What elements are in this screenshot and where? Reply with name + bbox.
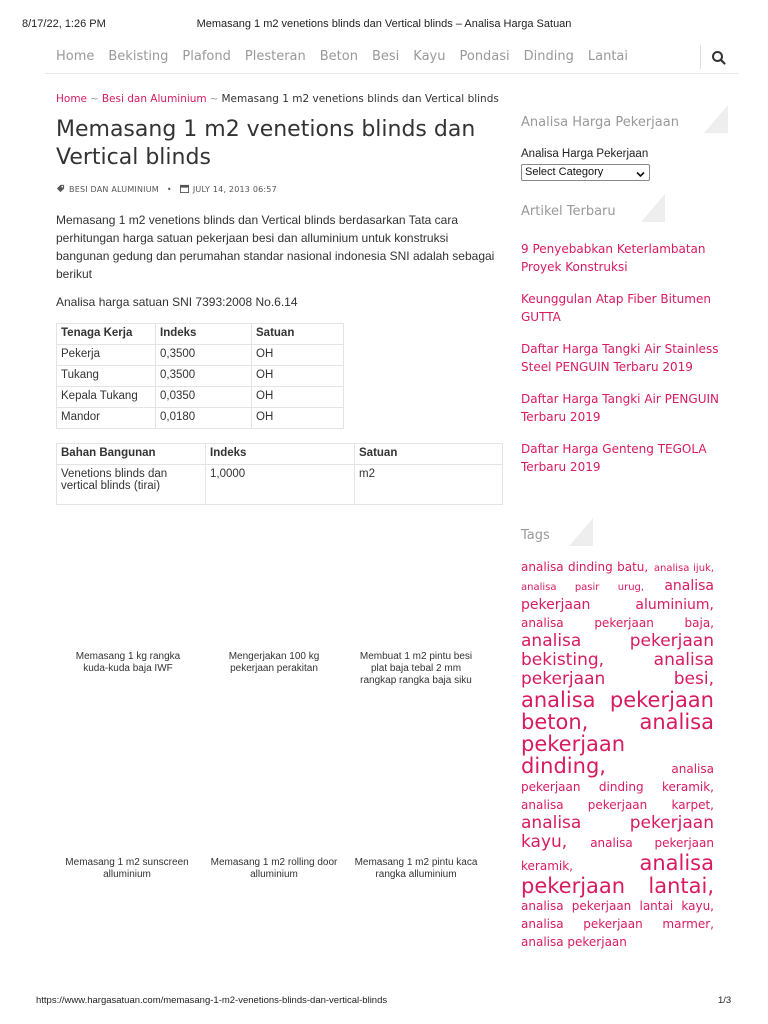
recent-articles-list: [521, 241, 721, 491]
nav-item-lantai[interactable]: Lantai: [587, 49, 628, 64]
page-title: Memasang 1 m2 venetions blinds dan Vertical blinds: [56, 117, 476, 170]
intro-paragraph: Memasang 1 m2 venetions blinds dan Vertical blinds berdasarkan Tata cara perhitungan harga satuan pekerjaan besi dan alluminium untuk konstruksi bangunan gedung dan perumahan standar nasional indonesia SNI adalah sebagai berikut: [56, 213, 495, 281]
tag-link[interactable]: analisa pekerjaan lantai kayu,: [521, 899, 714, 913]
main-nav: [45, 42, 738, 74]
nav-item-home[interactable]: Home: [56, 49, 95, 64]
table-cell: Pekerja: [57, 345, 156, 366]
table-cell: OH: [252, 366, 344, 387]
nav-item-dinding[interactable]: Dinding: [523, 49, 574, 64]
related-post-link[interactable]: Memasang 1 m2 pintu kaca rangka alluminium: [354, 857, 478, 880]
tag-link[interactable]: analisa pekerjaan lantai,: [521, 851, 714, 898]
table-header: Tenaga Kerja: [57, 324, 156, 345]
tag-link[interactable]: analisa pekerjaan keramik,: [521, 836, 714, 873]
tag-link[interactable]: analisa pekerjaan dinding,: [521, 710, 714, 778]
table-header: Satuan: [355, 444, 503, 465]
chevron-down-icon: [636, 169, 645, 181]
nav-divider: [700, 45, 701, 69]
tag-link[interactable]: analisa ijuk,: [653, 563, 715, 574]
table-header: Indeks: [156, 324, 252, 345]
recent-article-link[interactable]: Keunggulan Atap Fiber Bitumen GUTTA: [521, 292, 711, 324]
tag-link[interactable]: analisa pekerjaan marmer,: [521, 917, 714, 931]
widget-title-text: Tags: [521, 528, 550, 543]
table-row: [57, 345, 344, 366]
table-cell: Venetions blinds dan vertical blinds (tirai): [57, 465, 206, 505]
tag-link[interactable]: analisa pasir urug,: [521, 582, 645, 593]
table-cell: 0,0180: [156, 408, 252, 429]
table-cell: 1,0000: [206, 465, 355, 505]
table-cell: 0,3500: [156, 345, 252, 366]
tag-link[interactable]: analisa pekerjaan: [521, 935, 627, 949]
print-header: [0, 0, 768, 38]
table-cell: 0,3500: [156, 366, 252, 387]
related-post-link[interactable]: Memasang 1 m2 rolling door alluminium: [210, 857, 338, 880]
print-footer-url: https://www.hargasatuan.com/memasang-1-m2-venetions-blinds-dan-vertical-blinds: [36, 995, 388, 1006]
recent-article-link[interactable]: Daftar Harga Tangki Air Stainless Steel PENGUIN Terbaru 2019: [521, 342, 719, 374]
nav-item-plafond[interactable]: Plafond: [182, 49, 231, 64]
table-cell: 0,0350: [156, 387, 252, 408]
table-row: [57, 366, 344, 387]
category-select-value: Select Category: [525, 166, 604, 178]
post-meta: [56, 184, 277, 195]
table-row: [57, 387, 344, 408]
table-cell: Kepala Tukang: [57, 387, 156, 408]
tag-link[interactable]: analisa pekerjaan kayu,: [521, 813, 714, 852]
tag-cloud: [521, 558, 714, 951]
related-post-link[interactable]: Mengerjakan 100 kg pekerjaan perakitan: [228, 651, 320, 674]
post-category[interactable]: BESI DAN ALUMINIUM: [69, 185, 159, 194]
nav-item-pondasi[interactable]: Pondasi: [459, 49, 510, 64]
related-post-link[interactable]: Memasang 1 m2 sunscreen alluminium: [65, 857, 189, 880]
labor-table: [56, 323, 344, 429]
nav-item-kayu[interactable]: Kayu: [413, 49, 446, 64]
table-row: [57, 408, 344, 429]
category-label: Analisa Harga Pekerjaan: [521, 148, 649, 160]
table-cell: OH: [252, 345, 344, 366]
table-cell: OH: [252, 408, 344, 429]
recent-article-link[interactable]: Daftar Harga Genteng TEGOLA Terbaru 2019: [521, 442, 707, 474]
widget-title-text: Artikel Terbaru: [521, 204, 616, 219]
nav-item-bekisting[interactable]: Bekisting: [108, 49, 169, 64]
breadcrumb: [56, 93, 499, 105]
title-wedge-decoration: [641, 194, 665, 222]
table-header: Indeks: [206, 444, 355, 465]
table-header: Satuan: [252, 324, 344, 345]
recent-article-link[interactable]: 9 Penyebabkan Keterlambatan Proyek Konstruksi: [521, 242, 706, 274]
tag-link[interactable]: analisa pekerjaan bekisting,: [521, 631, 714, 670]
nav-items: [56, 49, 642, 64]
table-cell: OH: [252, 387, 344, 408]
print-datetime: 8/17/22, 1:26 PM: [22, 18, 106, 30]
breadcrumb-home[interactable]: Home: [56, 93, 88, 105]
widget-title-articles: [521, 204, 616, 219]
post-date: JULY 14, 2013 06:57: [192, 185, 277, 194]
tag-link[interactable]: analisa pekerjaan besi,: [521, 650, 714, 689]
widget-title-analisa: [521, 115, 679, 130]
recent-article-link[interactable]: Daftar Harga Tangki Air PENGUIN Terbaru 2019: [521, 392, 719, 424]
table-header-row: [57, 324, 344, 345]
table-row: [57, 465, 503, 505]
breadcrumb-current: Memasang 1 m2 venetions blinds dan Vertical blinds: [221, 93, 499, 105]
material-table: [56, 443, 503, 505]
breadcrumb-separator: ~: [209, 93, 219, 105]
table-header-row: [57, 444, 503, 465]
tag-link[interactable]: analisa pekerjaan aluminium,: [521, 578, 714, 613]
search-icon[interactable]: [709, 48, 729, 68]
meta-dot: •: [166, 185, 172, 194]
table-cell: Mandor: [57, 408, 156, 429]
tag-link[interactable]: analisa pekerjaan baja,: [521, 616, 714, 630]
nav-item-plesteran[interactable]: Plesteran: [244, 49, 306, 64]
table-cell: Tukang: [57, 366, 156, 387]
print-page-number: 1/3: [718, 995, 732, 1006]
calendar-icon: [180, 184, 193, 195]
title-wedge-decoration: [569, 518, 593, 546]
table-cell: m2: [355, 465, 503, 505]
breadcrumb-category[interactable]: Besi dan Aluminium: [101, 93, 207, 105]
tag-icon: [56, 184, 69, 195]
table-header: Bahan Bangunan: [57, 444, 206, 465]
related-post-link[interactable]: Memasang 1 kg rangka kuda-kuda baja IWF: [75, 651, 181, 674]
widget-title-text: Analisa Harga Pekerjaan: [521, 115, 679, 130]
print-title: Memasang 1 m2 venetions blinds dan Vertical blinds – Analisa Harga Satuan: [196, 18, 572, 30]
widget-title-tags: [521, 528, 550, 543]
tag-link[interactable]: analisa pekerjaan beton,: [521, 688, 714, 734]
tag-link[interactable]: analisa dinding batu,: [521, 560, 649, 574]
tag-link[interactable]: analisa pekerjaan dinding keramik,: [521, 762, 714, 794]
category-select[interactable]: [521, 164, 650, 181]
breadcrumb-separator: ~: [90, 93, 99, 105]
related-post-link[interactable]: Membuat 1 m2 pintu besi plat baja tebal 2 mm rangkap rangka baja siku: [359, 651, 473, 686]
sni-reference: Analisa harga satuan SNI 7393:2008 No.6.14: [56, 295, 298, 309]
nav-item-besi[interactable]: Besi: [371, 49, 400, 64]
tag-link[interactable]: analisa pekerjaan karpet,: [521, 798, 714, 812]
title-wedge-decoration: [704, 105, 728, 133]
nav-item-beton[interactable]: Beton: [319, 49, 358, 64]
